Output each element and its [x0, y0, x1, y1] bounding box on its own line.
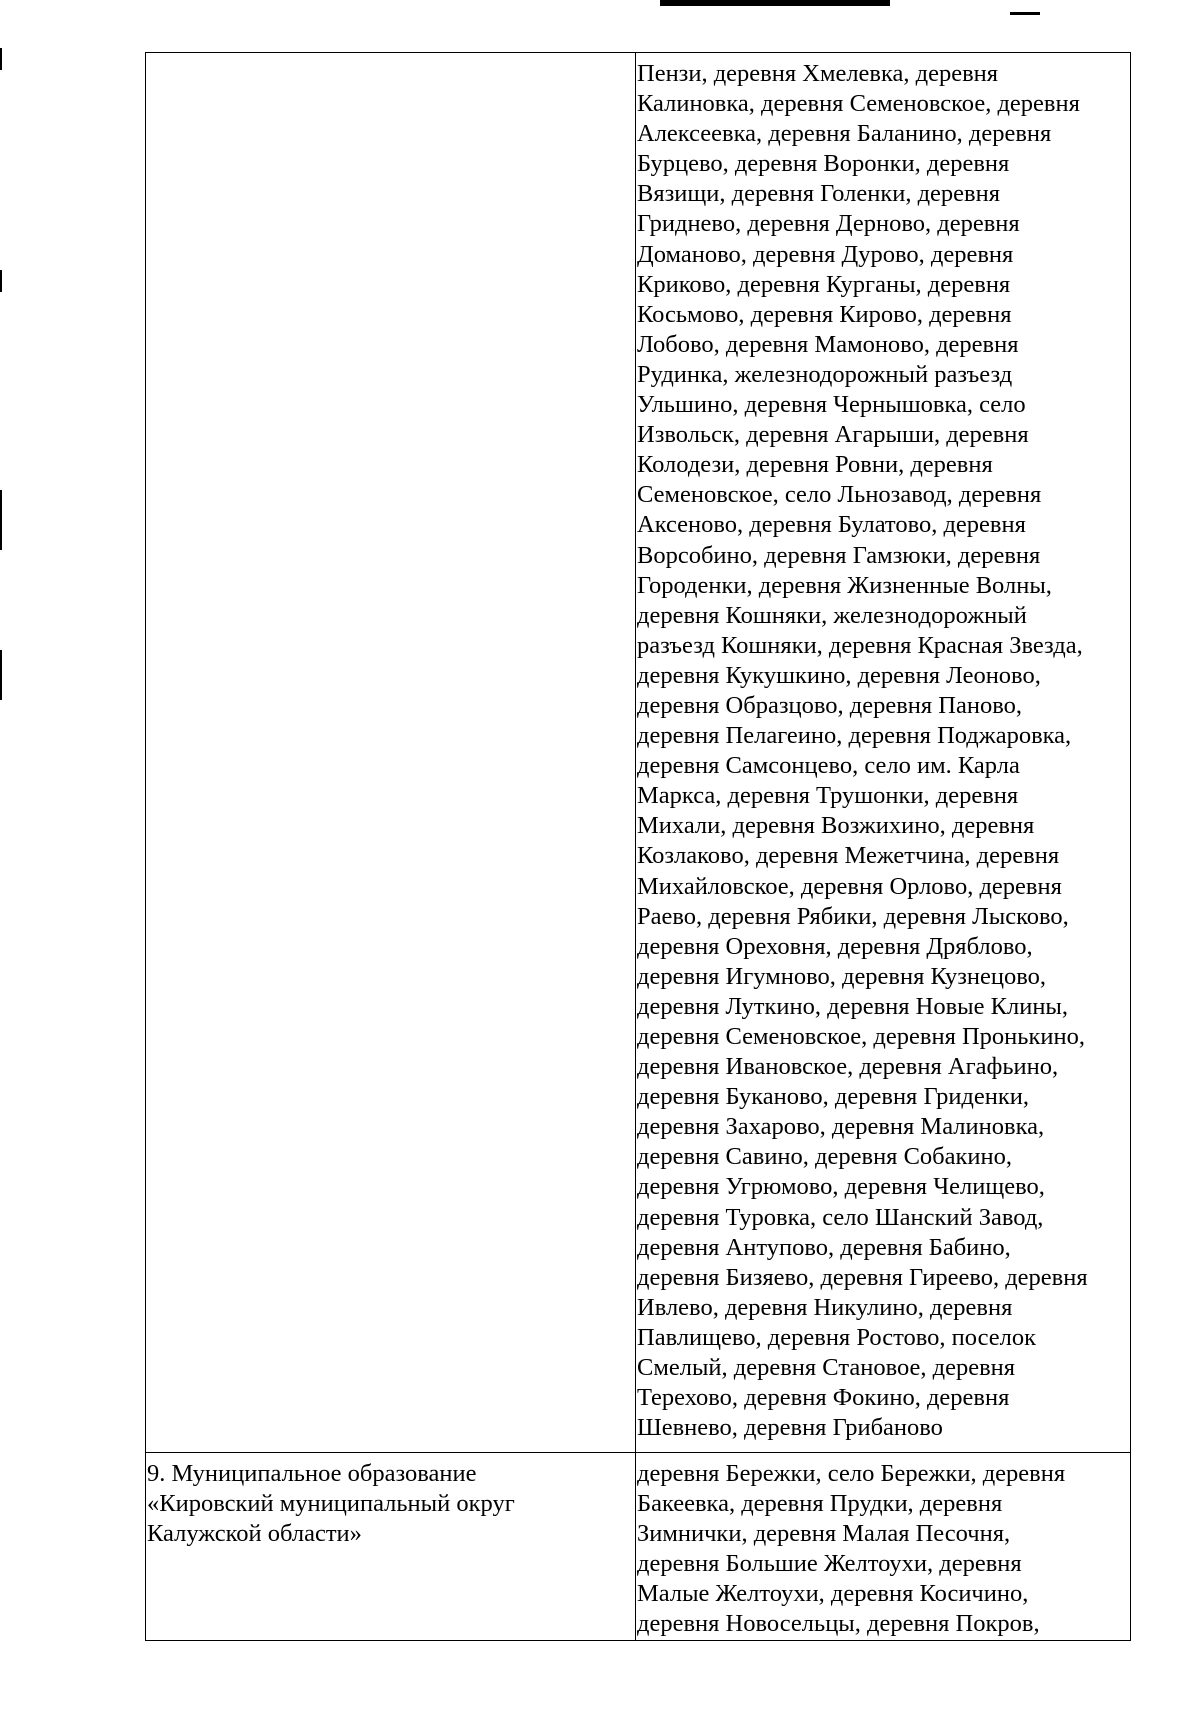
settlements-cell	[636, 1453, 1131, 1641]
table-row	[146, 53, 1131, 1453]
scan-edge-mark	[0, 490, 2, 550]
scan-edge-mark	[0, 48, 2, 70]
table-row	[146, 1453, 1131, 1641]
municipality-cell	[146, 1453, 636, 1641]
settlements-cell	[636, 53, 1131, 1453]
scan-edge-mark	[0, 270, 2, 292]
scan-artifact-top	[660, 0, 890, 6]
settlements-list: Пензи, деревня Хмелевка, деревня Калиновка, деревня Семеновское, деревня Алексеевка, деревня Баланино, деревня Бурцево, деревня Воронки, деревня Вязищи, деревня Голенки, деревня Гриднево, деревня Дерново, деревня Доманово, деревня Дурово, деревня Криково, деревня Курганы, деревня Косьмово, деревня Кирово, деревня Лобово, деревня Мамоново, деревня Рудинка, железнодорожный разъезд Ульшино, деревня Чернышовка, село Извольск, деревня Агарыши, деревня Колодези, деревня Ровни, деревня Семеновское, село Льнозавод, деревня Аксеново, деревня Булатово, деревня Ворсобино, деревня Гамзюки, деревня Городенки, деревня Жизненные Волны, деревня Кошняки, железнодорожный разъезд Кошняки, деревня Красная Звезда, деревня Кукушкино, деревня Леоново, деревня Образцово, деревня Паново, деревня Пелагеино, деревня Поджаровка, деревня Самсонцево, село им. Карла Маркса, деревня Трушонки, деревня Михали, деревня Возжихино, деревня Козлаково, деревня Межетчина, деревня Михайловское, деревня Орлово, деревня Раево, деревня Рябики, деревня Лысково, деревня Ореховня, деревня Дряблово, деревня Игумново, деревня Кузнецово, деревня Луткино, деревня Новые Клины, деревня Семеновское, деревня Пронькино, деревня Ивановское, деревня Агафьино, деревня Буканово, деревня Гриденки, деревня Захарово, деревня Малиновка, деревня Савино, деревня Собакино, деревня Угрюмово, деревня Челищево, деревня Туровка, село Шанский Завод, деревня Антупово, деревня Бабино, деревня Бизяево, деревня Гиреево, деревня Ивлево, деревня Никулино, деревня Павлищево, деревня Ростово, поселок Смелый, деревня Становое, деревня Терехово, деревня Фокино, деревня Шевнево, деревня Грибаново	[637, 60, 1088, 1442]
municipality-cell	[146, 53, 636, 1453]
scan-artifact-top-right	[1010, 12, 1040, 15]
scan-edge-mark	[0, 650, 2, 700]
municipality-name: 9. Муниципальное образование «Кировский муниципальный округ Калужской области»	[147, 1460, 515, 1548]
settlements-table	[145, 52, 1131, 1641]
settlements-list: деревня Бережки, село Бережки, деревня Бакеевка, деревня Прудки, деревня Зимнички, деревня Малая Песочня, деревня Большие Желтоухи, деревня Малые Желтоухи, деревня Косичино, деревня Новосельцы, деревня Покров,	[637, 1460, 1066, 1638]
